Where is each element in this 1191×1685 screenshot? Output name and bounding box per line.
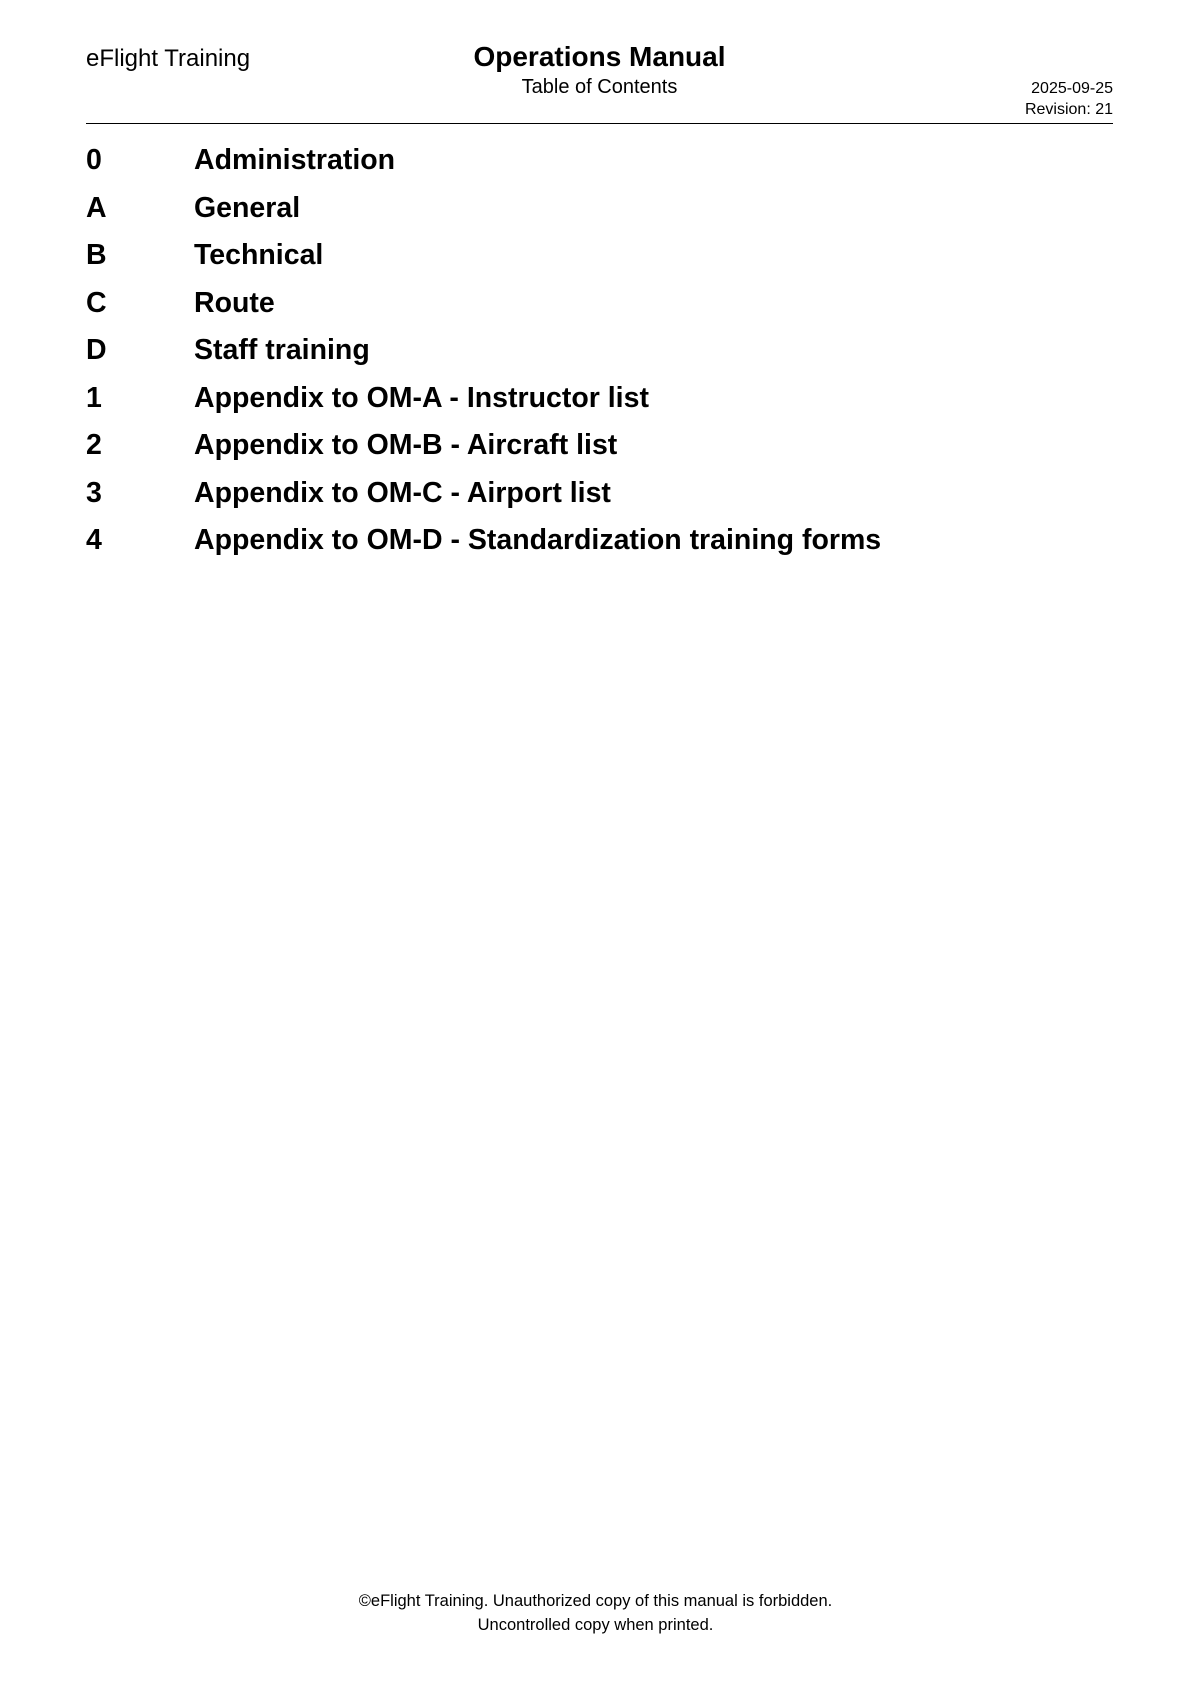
document-revision: Revision: 21: [1024, 101, 1113, 118]
toc-item-general[interactable]: [86, 189, 1113, 237]
page-footer: [0, 1589, 1191, 1637]
toc-item-code: 4: [86, 524, 102, 556]
toc-item-code: C: [86, 286, 107, 319]
toc-item-technical[interactable]: [86, 236, 1113, 284]
toc-item-code: D: [86, 334, 107, 366]
toc-item-code: 0: [86, 144, 102, 176]
org-name: eFlight Training: [86, 45, 251, 72]
toc-item-label[interactable]: Appendix to OM-D - Standardization training forms: [194, 524, 882, 556]
toc-item-label[interactable]: Appendix to OM-A - Instructor list: [194, 381, 649, 414]
toc-item-label[interactable]: General: [194, 191, 301, 224]
toc-item-code: 2: [86, 429, 102, 461]
toc-item-code: 1: [86, 381, 102, 414]
toc-item-label[interactable]: Administration: [194, 144, 396, 176]
toc-item-code: A: [86, 191, 107, 224]
toc-item-code: B: [86, 239, 107, 271]
toc-item-aircraft-list[interactable]: [86, 426, 1113, 474]
toc-item-route[interactable]: [86, 284, 1113, 332]
toc-item-administration[interactable]: [86, 141, 1113, 189]
page-header: [86, 0, 1113, 124]
toc-item-label[interactable]: Appendix to OM-C - Airport list: [194, 476, 611, 509]
uncontrolled-copy-notice: Uncontrolled copy when printed.: [477, 1616, 714, 1634]
document-subtitle: Table of Contents: [521, 76, 678, 98]
toc-item-instructor-list[interactable]: [86, 379, 1113, 427]
toc-item-label[interactable]: Technical: [194, 239, 324, 271]
document-title: Operations Manual: [473, 41, 726, 72]
copyright-notice: ©eFlight Training. Unauthorized copy of this manual is forbidden.: [358, 1592, 833, 1610]
table-of-contents: [86, 141, 1113, 569]
toc-item-label[interactable]: Appendix to OM-B - Aircraft list: [194, 429, 618, 461]
toc-item-label[interactable]: Route: [194, 286, 275, 319]
toc-item-staff-training[interactable]: [86, 331, 1113, 379]
document-date: 2025-09-25: [1031, 80, 1113, 97]
toc-item-standardization-forms[interactable]: [86, 521, 1113, 569]
toc-item-airport-list[interactable]: [86, 474, 1113, 522]
toc-item-label[interactable]: Staff training: [194, 334, 370, 366]
toc-item-code: 3: [86, 476, 102, 509]
